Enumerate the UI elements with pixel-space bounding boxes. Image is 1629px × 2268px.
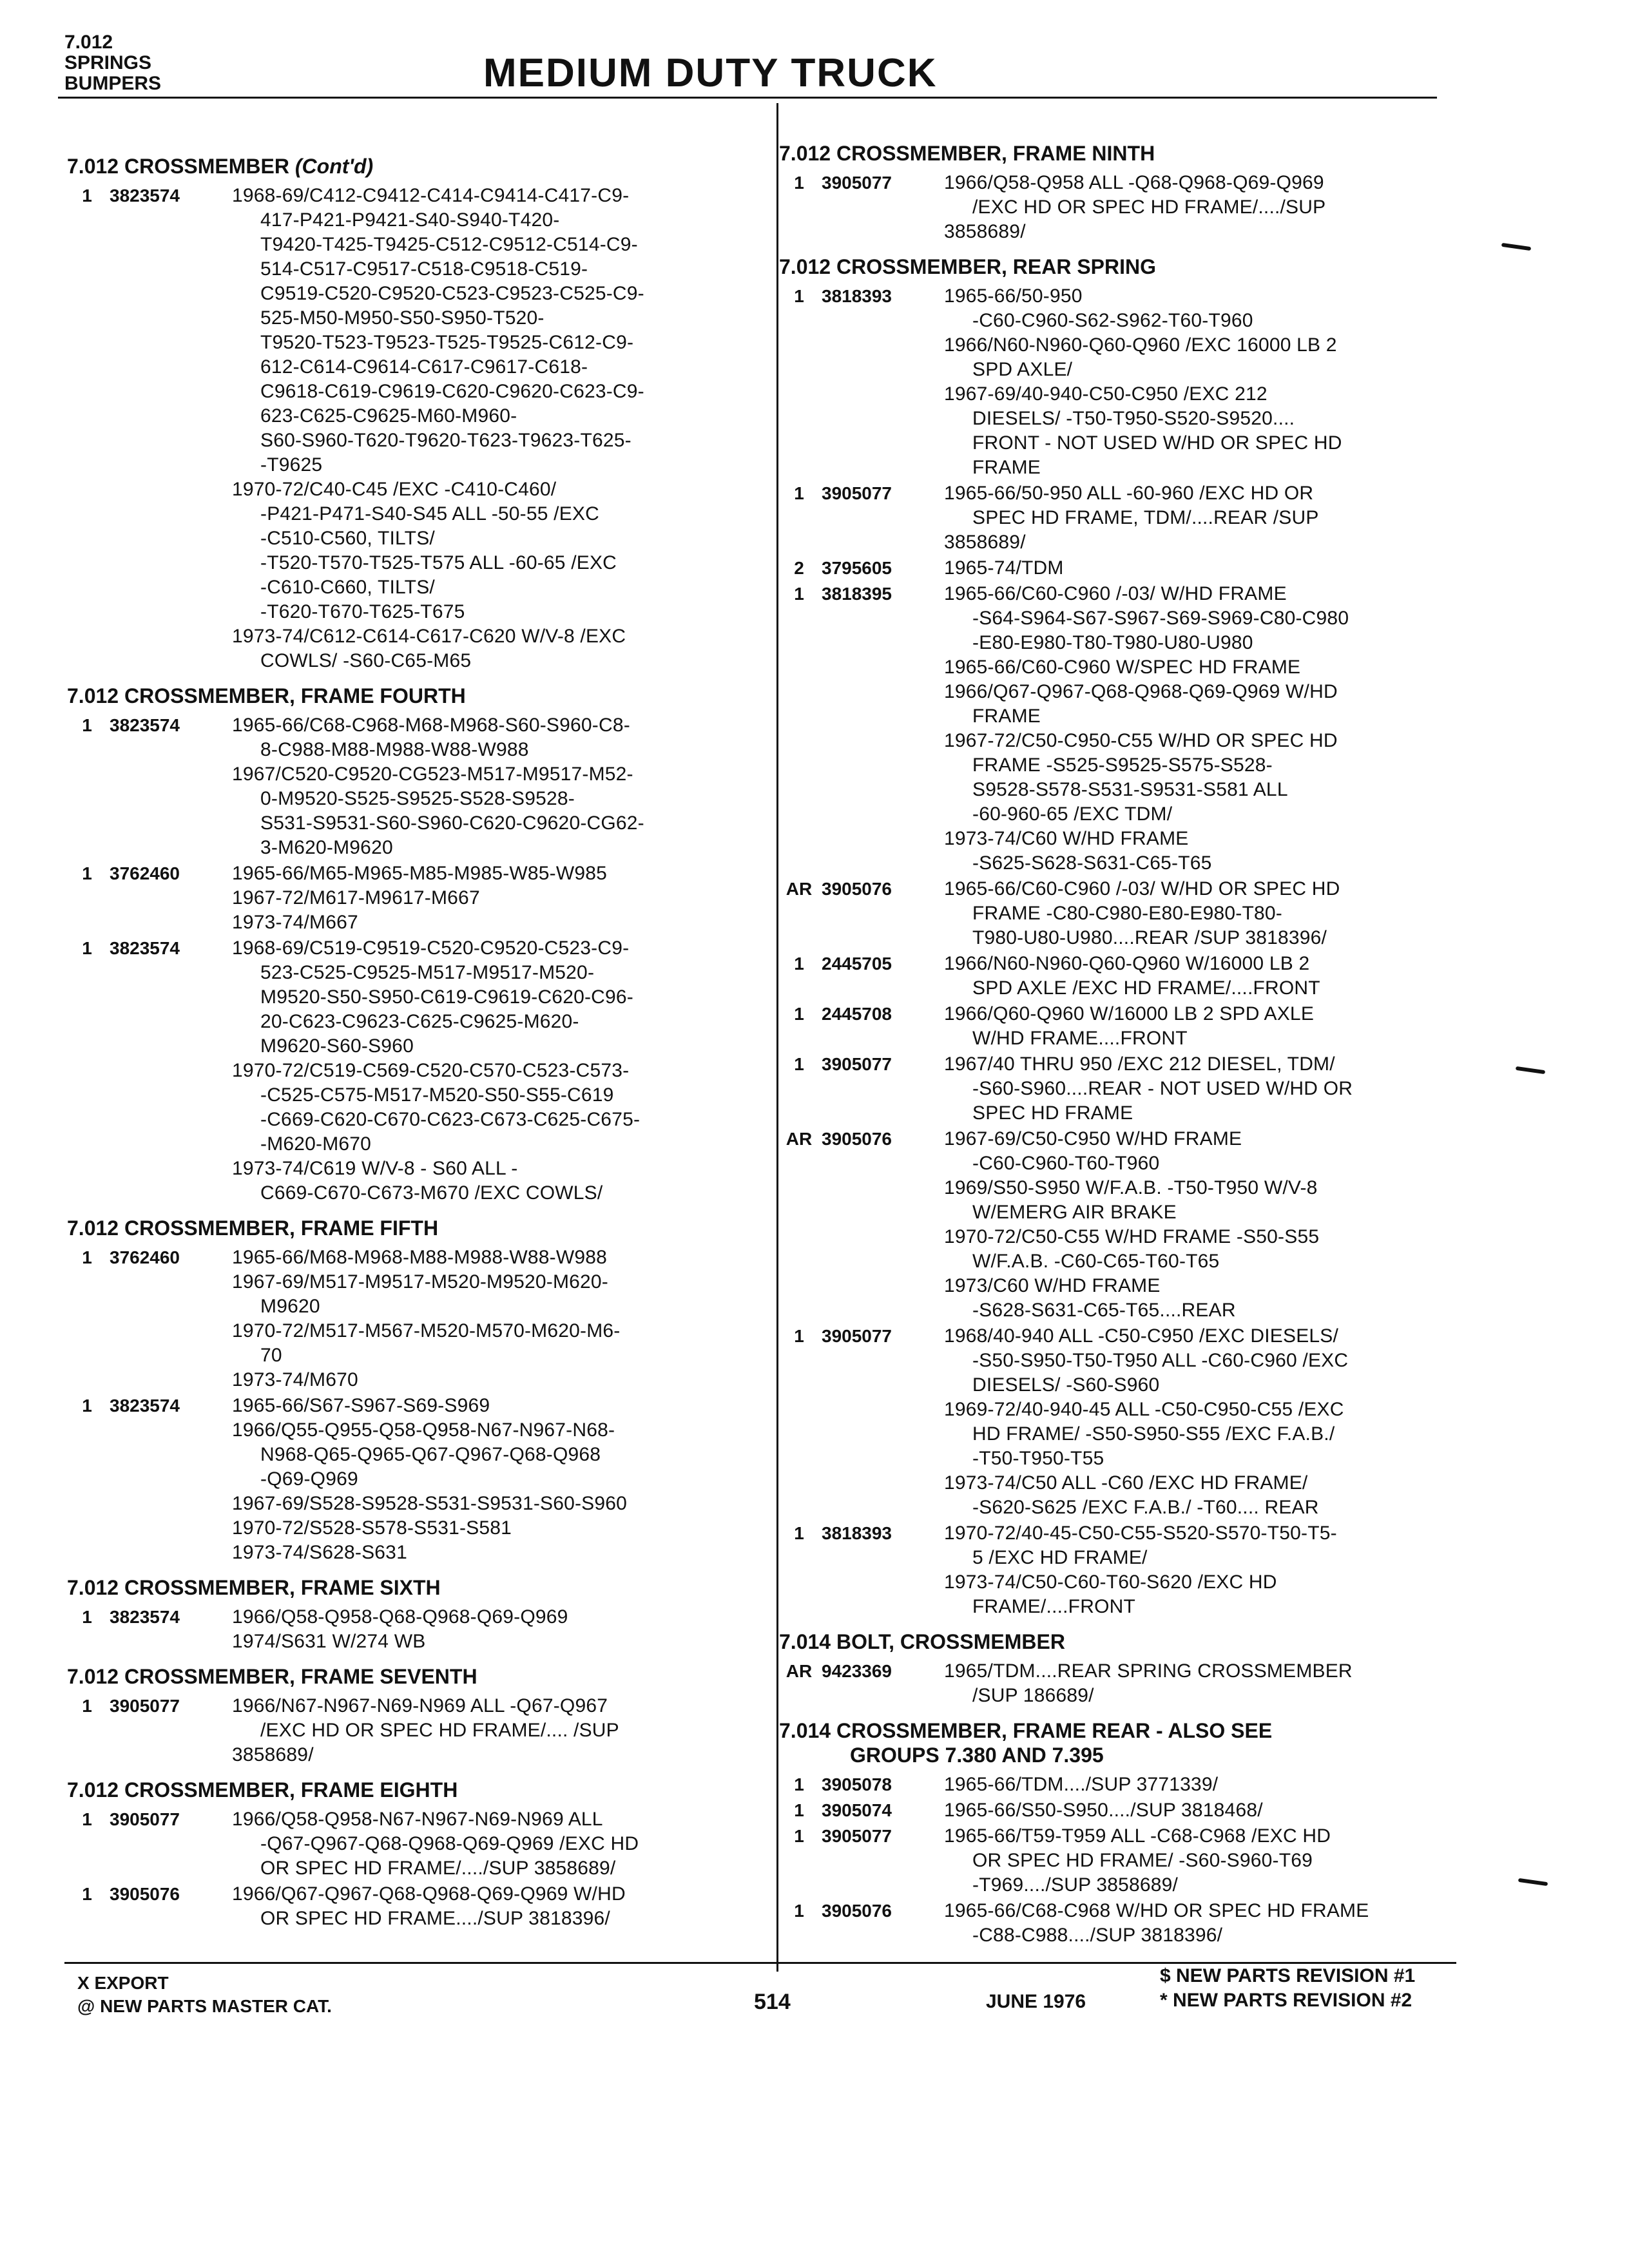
part-description [232, 861, 767, 935]
description-line: 0-M9520-S525-S9525-S528-S9528- [260, 788, 575, 809]
part-row [64, 1394, 767, 1565]
part-row [776, 877, 1460, 950]
part-row [64, 1694, 767, 1767]
part-quantity: 1 [794, 1004, 804, 1024]
part-number: 3905077 [822, 1326, 892, 1346]
section-title-text: 7.012 CROSSMEMBER, REAR SPRING [779, 255, 1157, 278]
description-line: 612-C614-C9614-C617-C9617-C618- [260, 356, 588, 378]
part-quantity: 1 [794, 584, 804, 604]
description-line: W/EMERG AIR BRAKE [972, 1202, 1177, 1223]
description-line: 1970-72/C519-C569-C520-C570-C523-C573- [232, 1060, 630, 1081]
description-line: 1970-72/M517-M567-M520-M570-M620-M6- [232, 1320, 621, 1341]
part-quantity: 1 [794, 286, 804, 306]
part-quantity: 1 [794, 954, 804, 974]
part-row [64, 184, 767, 673]
part-description [232, 1245, 767, 1392]
part-row [776, 1324, 1460, 1520]
description-line: FRAME -C80-C980-E80-E980-T80- [972, 903, 1282, 924]
part-number: 3762460 [110, 863, 180, 883]
description-line: 1965-66/50-950 ALL -60-960 /EXC HD OR [944, 483, 1314, 504]
left-column [64, 145, 767, 1941]
description-line: 1967/40 THRU 950 /EXC 212 DIESEL, TDM/ [944, 1053, 1335, 1075]
description-line: 523-C525-C9525-M517-M9517-M520- [260, 962, 595, 983]
part-description [232, 713, 767, 860]
description-line: 1968-69/C412-C9412-C414-C9414-C417-C9- [232, 185, 630, 206]
description-line: -C669-C620-C670-C623-C673-C625-C675- [260, 1109, 641, 1130]
section-name-bumpers: BUMPERS [64, 73, 162, 94]
description-line: 3858689/ [944, 532, 1026, 553]
description-line: FRAME -S525-S9525-S575-S528- [972, 754, 1273, 776]
part-row [64, 713, 767, 860]
description-line: S60-S960-T620-T9620-T623-T9623-T625- [260, 430, 631, 451]
description-line: -E80-E980-T80-T980-U80-U980 [972, 632, 1253, 653]
part-quantity: 1 [794, 1901, 804, 1921]
part-description [232, 1882, 767, 1931]
section-header-block [64, 32, 258, 94]
part-number: 3795605 [822, 558, 892, 578]
catalog-section [776, 1718, 1460, 1948]
section-title [776, 1629, 1460, 1654]
description-line: FRAME [972, 706, 1041, 727]
part-quantity: 1 [82, 1696, 92, 1716]
description-line: -C510-C560, TILTS/ [260, 528, 435, 549]
description-line: SPD AXLE/ [972, 359, 1073, 380]
description-line: 20-C623-C9623-C625-C9625-M620- [260, 1011, 579, 1032]
description-line: -C610-C660, TILTS/ [260, 577, 435, 598]
part-number: 3823574 [110, 715, 180, 735]
part-quantity: 1 [794, 1054, 804, 1074]
footer-date: JUNE 1976 [986, 1991, 1086, 2012]
description-line: -P421-P471-S40-S45 ALL -50-55 /EXC [260, 503, 599, 524]
part-number: 2445705 [822, 954, 892, 974]
description-line: 1967/C520-C9520-CG523-M517-M9517-M52- [232, 764, 633, 785]
section-title-text: 7.012 CROSSMEMBER [67, 155, 289, 178]
part-row [776, 1824, 1460, 1898]
description-line: SPEC HD FRAME, TDM/....REAR /SUP [972, 507, 1319, 528]
part-row [776, 1773, 1460, 1797]
description-line: 1974/S631 W/274 WB [232, 1631, 426, 1652]
description-line: 1965-66/C60-C960 W/SPEC HD FRAME [944, 657, 1301, 678]
description-line: /EXC HD OR SPEC HD FRAME/..../SUP [972, 197, 1326, 218]
description-line: 1973/C60 W/HD FRAME [944, 1275, 1161, 1296]
part-quantity: 1 [794, 173, 804, 193]
description-line: DIESELS/ -S60-S960 [972, 1374, 1160, 1396]
description-line: 514-C517-C9517-C518-C9518-C519- [260, 258, 588, 280]
description-line: 1966/Q67-Q967-Q68-Q968-Q69-Q969 W/HD [944, 681, 1338, 702]
part-quantity: AR [786, 1661, 813, 1681]
part-quantity: 1 [82, 1884, 92, 1904]
page-title: MEDIUM DUTY TRUCK [483, 51, 938, 95]
description-line: 1968/40-940 ALL -C50-C950 /EXC DIESELS/ [944, 1325, 1339, 1347]
right-column [776, 132, 1460, 1958]
part-row [776, 952, 1460, 1001]
part-row [64, 1605, 767, 1654]
section-title [64, 1664, 767, 1689]
description-line: 1973-74/C50-C60-T60-S620 /EXC HD [944, 1571, 1277, 1593]
part-description [944, 877, 1460, 950]
part-number: 3905077 [110, 1809, 180, 1829]
description-line: C9618-C619-C9619-C620-C9620-C623-C9- [260, 381, 644, 402]
part-number: 3905076 [822, 879, 892, 899]
catalog-section [64, 1216, 767, 1565]
description-line: 1967-69/40-940-C50-C950 /EXC 212 [944, 383, 1268, 405]
catalog-section [64, 1575, 767, 1654]
part-row [776, 556, 1460, 581]
description-line: 5 /EXC HD FRAME/ [972, 1547, 1148, 1568]
description-line: 1966/Q58-Q958 ALL -Q68-Q968-Q69-Q969 [944, 172, 1324, 193]
catalog-section [64, 1664, 767, 1767]
part-description [944, 481, 1460, 555]
description-line: 1966/N60-N960-Q60-Q960 /EXC 16000 LB 2 [944, 334, 1337, 356]
description-line: -S620-S625 /EXC F.A.B./ -T60.... REAR [972, 1497, 1319, 1518]
description-line: 1966/N60-N960-Q60-Q960 W/16000 LB 2 [944, 953, 1310, 974]
part-number: 3823574 [110, 1396, 180, 1416]
part-description [944, 1521, 1460, 1619]
description-line: -T969..../SUP 3858689/ [972, 1874, 1179, 1896]
part-row [776, 1052, 1460, 1126]
description-line: 1973-74/C50 ALL -C60 /EXC HD FRAME/ [944, 1472, 1308, 1494]
description-line: 1967-72/C50-C950-C55 W/HD OR SPEC HD [944, 730, 1338, 751]
description-line: T9520-T523-T9523-T525-T9525-C612-C9- [260, 332, 634, 353]
description-line: 1969-72/40-940-45 ALL -C50-C950-C55 /EXC [944, 1399, 1344, 1420]
description-line: 3858689/ [232, 1744, 314, 1765]
section-title [776, 255, 1460, 279]
part-number: 3905076 [822, 1901, 892, 1921]
description-line: -T9625 [260, 454, 323, 476]
footer-revision-2: * NEW PARTS REVISION #2 [1160, 1990, 1412, 2011]
description-line: 1965-66/C60-C960 /-03/ W/HD FRAME [944, 583, 1287, 604]
description-line: 1966/N67-N967-N69-N969 ALL -Q67-Q967 [232, 1695, 608, 1716]
description-line: DIESELS/ -T50-T950-S520-S9520.... [972, 408, 1295, 429]
part-quantity: 1 [794, 483, 804, 503]
description-line: M9620-S60-S960 [260, 1035, 414, 1057]
description-line: 1969/S50-S950 W/F.A.B. -T50-T950 W/V-8 [944, 1177, 1318, 1198]
section-title [776, 141, 1460, 166]
footer-export-note: X EXPORT [77, 1973, 169, 1993]
description-line: OR SPEC HD FRAME/ -S60-S960-T69 [972, 1850, 1313, 1871]
part-quantity: 1 [82, 1396, 92, 1416]
part-number: 3818393 [822, 1523, 892, 1543]
part-number: 2445708 [822, 1004, 892, 1024]
catalog-section [64, 1778, 767, 1931]
description-line: 1967-69/S528-S9528-S531-S9531-S60-S960 [232, 1493, 628, 1514]
section-title-suffix: (Cont'd) [294, 155, 374, 178]
description-line: OR SPEC HD FRAME/..../SUP 3858689/ [260, 1858, 616, 1879]
footer-master-cat-note: @ NEW PARTS MASTER CAT. [77, 1996, 332, 2016]
description-line: -T620-T670-T625-T675 [260, 601, 465, 622]
description-line: 1970-72/C50-C55 W/HD FRAME -S50-S55 [944, 1226, 1320, 1247]
part-number: 3905077 [822, 1826, 892, 1846]
part-description [944, 1324, 1460, 1520]
part-description [944, 952, 1460, 1001]
margin-mark [1518, 1878, 1548, 1886]
section-title-text-2: GROUPS 7.380 AND 7.395 [850, 1744, 1104, 1767]
part-description [944, 1002, 1460, 1051]
part-quantity: AR [786, 879, 813, 899]
part-number: 3905078 [822, 1774, 892, 1794]
description-line: 8-C988-M88-M988-W88-W988 [260, 739, 529, 760]
section-name-springs: SPRINGS [64, 52, 152, 73]
description-line: /EXC HD OR SPEC HD FRAME/.... /SUP [260, 1720, 619, 1741]
description-line: -M620-M670 [260, 1133, 372, 1155]
description-line: -T50-T950-T55 [972, 1448, 1104, 1469]
description-line: 1965-74/TDM [944, 557, 1064, 579]
part-description [944, 582, 1460, 876]
section-title [64, 1575, 767, 1600]
description-line: -C60-C960-S62-S962-T60-T960 [972, 310, 1253, 331]
description-line: 3-M620-M9620 [260, 837, 393, 858]
part-number: 3823574 [110, 186, 180, 206]
description-line: 1967-72/M617-M9617-M667 [232, 887, 480, 908]
description-line: 1965-66/M68-M968-M88-M988-W88-W988 [232, 1247, 608, 1268]
section-title-text: 7.012 CROSSMEMBER, FRAME SIXTH [67, 1576, 441, 1599]
part-quantity: 1 [794, 1523, 804, 1543]
section-title-text: 7.012 CROSSMEMBER, FRAME SEVENTH [67, 1665, 477, 1688]
part-row [64, 861, 767, 935]
section-title-text: 7.012 CROSSMEMBER, FRAME FIFTH [67, 1216, 439, 1240]
description-line: M9520-S50-S950-C619-C9619-C620-C96- [260, 986, 633, 1008]
part-row [776, 1798, 1460, 1823]
description-line: S531-S9531-S60-S960-C620-C9620-CG62- [260, 812, 644, 834]
part-quantity: 1 [82, 715, 92, 735]
part-row [64, 1882, 767, 1931]
description-line: -C525-C575-M517-M520-S50-S55-C619 [260, 1084, 614, 1106]
section-title [64, 1778, 767, 1802]
description-line: T9420-T425-T9425-C512-C9512-C514-C9- [260, 234, 638, 255]
description-line: 1966/Q58-Q958-Q68-Q968-Q69-Q969 [232, 1606, 568, 1628]
description-line: /SUP 186689/ [972, 1685, 1094, 1706]
part-description [232, 1807, 767, 1881]
section-title [64, 154, 767, 178]
description-line: 1965-66/T59-T959 ALL -C68-C968 /EXC HD [944, 1825, 1331, 1847]
catalog-section [64, 684, 767, 1206]
description-line: W/F.A.B. -C60-C65-T60-T65 [972, 1251, 1220, 1272]
description-line: -C60-C960-T60-T960 [972, 1153, 1160, 1174]
description-line: COWLS/ -S60-C65-M65 [260, 650, 472, 671]
description-line: 1966/Q58-Q958-N67-N967-N69-N969 ALL [232, 1809, 603, 1830]
part-description [944, 1798, 1460, 1823]
section-title-text: 7.012 CROSSMEMBER, FRAME FOURTH [67, 684, 466, 707]
part-row [776, 1521, 1460, 1619]
description-line: 1973-74/C619 W/V-8 - S60 ALL - [232, 1158, 518, 1179]
section-title-text: 7.012 CROSSMEMBER, FRAME EIGHTH [67, 1778, 458, 1802]
description-line: N968-Q65-Q965-Q67-Q967-Q68-Q968 [260, 1444, 601, 1465]
part-description [944, 171, 1460, 244]
description-line: 1967-69/C50-C950 W/HD FRAME [944, 1128, 1242, 1149]
part-row [776, 1659, 1460, 1708]
part-quantity: 1 [794, 1774, 804, 1794]
description-line: 1965-66/C68-C968 W/HD OR SPEC HD FRAME [944, 1900, 1369, 1921]
description-line: -S60-S960....REAR - NOT USED W/HD OR [972, 1078, 1353, 1099]
margin-mark [1501, 243, 1531, 251]
part-description [944, 1773, 1460, 1797]
description-line: 1973-74/M670 [232, 1369, 358, 1390]
description-line: 1965-66/S67-S967-S69-S969 [232, 1395, 490, 1416]
description-line: 1967-69/M517-M9517-M520-M9520-M620- [232, 1271, 608, 1293]
part-quantity: 1 [82, 1809, 92, 1829]
description-line: 1965-66/M65-M965-M85-M985-W85-W985 [232, 863, 608, 884]
part-number: 3905077 [822, 1054, 892, 1074]
part-description [232, 1694, 767, 1767]
part-description [232, 936, 767, 1206]
part-row [776, 171, 1460, 244]
description-line: SPD AXLE /EXC HD FRAME/....FRONT [972, 977, 1320, 999]
part-number: 3905077 [110, 1696, 180, 1716]
page-number: 514 [754, 1990, 791, 2014]
description-line: 1970-72/S528-S578-S531-S581 [232, 1517, 512, 1539]
description-line: 1970-72/40-45-C50-C55-S520-S570-T50-T5- [944, 1523, 1337, 1544]
part-description [232, 1605, 767, 1654]
description-line: 1966/Q55-Q955-Q58-Q958-N67-N967-N68- [232, 1419, 615, 1441]
section-title-text: 7.012 CROSSMEMBER, FRAME NINTH [779, 142, 1155, 165]
section-title [64, 1216, 767, 1240]
part-description [944, 1659, 1460, 1708]
part-row [776, 582, 1460, 876]
description-line: 1973-74/C60 W/HD FRAME [944, 828, 1189, 849]
description-line: 70 [260, 1345, 282, 1366]
description-line: C669-C670-C673-M670 /EXC COWLS/ [260, 1182, 603, 1204]
part-number: 9423369 [822, 1661, 892, 1681]
part-quantity: 1 [82, 863, 92, 883]
description-line: S9528-S578-S531-S9531-S581 ALL [972, 779, 1288, 800]
part-quantity: 1 [794, 1326, 804, 1346]
description-line: 623-C625-C9625-M60-M960- [260, 405, 517, 427]
description-line: FRAME/....FRONT [972, 1596, 1135, 1617]
description-line: OR SPEC HD FRAME..../SUP 3818396/ [260, 1908, 610, 1929]
description-line: 1965-66/50-950 [944, 285, 1083, 307]
description-line: 1973-74/C612-C614-C617-C620 W/V-8 /EXC [232, 626, 626, 647]
part-number: 3818395 [822, 584, 892, 604]
section-title [776, 1718, 1460, 1767]
description-line: -60-960-65 /EXC TDM/ [972, 803, 1173, 825]
part-quantity: 1 [82, 1247, 92, 1267]
part-row [776, 1002, 1460, 1051]
section-title [64, 684, 767, 708]
catalog-section [64, 154, 767, 673]
description-line: 1966/Q67-Q967-Q68-Q968-Q69-Q969 W/HD [232, 1883, 626, 1905]
description-line: -Q67-Q967-Q68-Q968-Q69-Q969 /EXC HD [260, 1833, 639, 1854]
description-line: -C88-C988..../SUP 3818396/ [972, 1925, 1223, 1946]
description-line: T980-U80-U980....REAR /SUP 3818396/ [972, 927, 1327, 948]
description-line: -Q69-Q969 [260, 1468, 358, 1490]
description-line: -S628-S631-C65-T65....REAR [972, 1300, 1236, 1321]
description-line: 1965-66/TDM..../SUP 3771339/ [944, 1774, 1219, 1795]
part-number: 3905076 [110, 1884, 180, 1904]
part-number: 3823574 [110, 1607, 180, 1627]
description-line: 1973-74/S628-S631 [232, 1542, 407, 1563]
description-line: C9519-C520-C9520-C523-C9523-C525-C9- [260, 283, 644, 304]
description-line: FRAME [972, 457, 1041, 478]
description-line: FRONT - NOT USED W/HD OR SPEC HD [972, 432, 1342, 454]
part-row [776, 481, 1460, 555]
footer-revision-1: $ NEW PARTS REVISION #1 [1160, 1965, 1416, 1986]
description-line: W/HD FRAME....FRONT [972, 1028, 1188, 1049]
part-number: 3762460 [110, 1247, 180, 1267]
part-description [944, 1127, 1460, 1323]
description-line: 1965/TDM....REAR SPRING CROSSMEMBER [944, 1660, 1353, 1682]
part-row [776, 284, 1460, 480]
part-row [776, 1899, 1460, 1948]
catalog-section [776, 255, 1460, 1619]
description-line: 1966/Q60-Q960 W/16000 LB 2 SPD AXLE [944, 1003, 1315, 1024]
part-number: 3818393 [822, 286, 892, 306]
section-title-text: 7.014 BOLT, CROSSMEMBER [779, 1630, 1065, 1653]
description-line: 1973-74/M667 [232, 912, 358, 933]
section-title-text: 7.014 CROSSMEMBER, FRAME REAR - ALSO SEE [779, 1719, 1273, 1742]
description-line: SPEC HD FRAME [972, 1102, 1133, 1124]
catalog-section [776, 1629, 1460, 1708]
description-line: 1965-66/S50-S950..../SUP 3818468/ [944, 1800, 1263, 1821]
part-description [232, 184, 767, 673]
description-line: -S625-S628-S631-C65-T65 [972, 852, 1212, 874]
part-number: 3905077 [822, 173, 892, 193]
part-number: 3905076 [822, 1129, 892, 1149]
part-number: 3905077 [822, 483, 892, 503]
part-quantity: 2 [794, 558, 804, 578]
footer-legend-left [77, 1972, 332, 2018]
part-row [64, 936, 767, 1206]
part-quantity: 1 [82, 938, 92, 958]
part-number: 3823574 [110, 938, 180, 958]
description-line: 1970-72/C40-C45 /EXC -C410-C460/ [232, 479, 557, 500]
part-description [944, 284, 1460, 480]
section-number: 7.012 [64, 32, 113, 53]
description-line: -S64-S964-S67-S967-S69-S969-C80-C980 [972, 608, 1349, 629]
part-quantity: 1 [794, 1800, 804, 1820]
description-line: 525-M50-M950-S50-S950-T520- [260, 307, 545, 329]
margin-mark [1516, 1066, 1545, 1074]
description-line: 417-P421-P9421-S40-S940-T420- [260, 209, 560, 231]
catalog-section [776, 141, 1460, 244]
part-quantity: AR [786, 1129, 813, 1149]
description-line: -T520-T570-T525-T575 ALL -60-65 /EXC [260, 552, 617, 573]
header-rule [58, 97, 1437, 99]
description-line: M9620 [260, 1296, 320, 1317]
part-quantity: 1 [794, 1826, 804, 1846]
part-description [944, 1899, 1460, 1948]
description-line: -S50-S950-T50-T950 ALL -C60-C960 /EXC [972, 1350, 1349, 1371]
description-line: 3858689/ [944, 221, 1026, 242]
description-line: HD FRAME/ -S50-S950-S55 /EXC F.A.B./ [972, 1423, 1335, 1445]
part-description [944, 1824, 1460, 1898]
part-description [944, 556, 1460, 581]
part-quantity: 1 [82, 186, 92, 206]
part-row [776, 1127, 1460, 1323]
part-description [232, 1394, 767, 1565]
part-row [64, 1245, 767, 1392]
part-quantity: 1 [82, 1607, 92, 1627]
footer-legend-right [1160, 1964, 1415, 2013]
description-line: 1965-66/C60-C960 /-03/ W/HD OR SPEC HD [944, 878, 1340, 899]
part-row [64, 1807, 767, 1881]
description-line: 1965-66/C68-C968-M68-M968-S60-S960-C8- [232, 715, 630, 736]
part-description [944, 1052, 1460, 1126]
part-number: 3905074 [822, 1800, 892, 1820]
description-line: 1968-69/C519-C9519-C520-C9520-C523-C9- [232, 937, 630, 959]
